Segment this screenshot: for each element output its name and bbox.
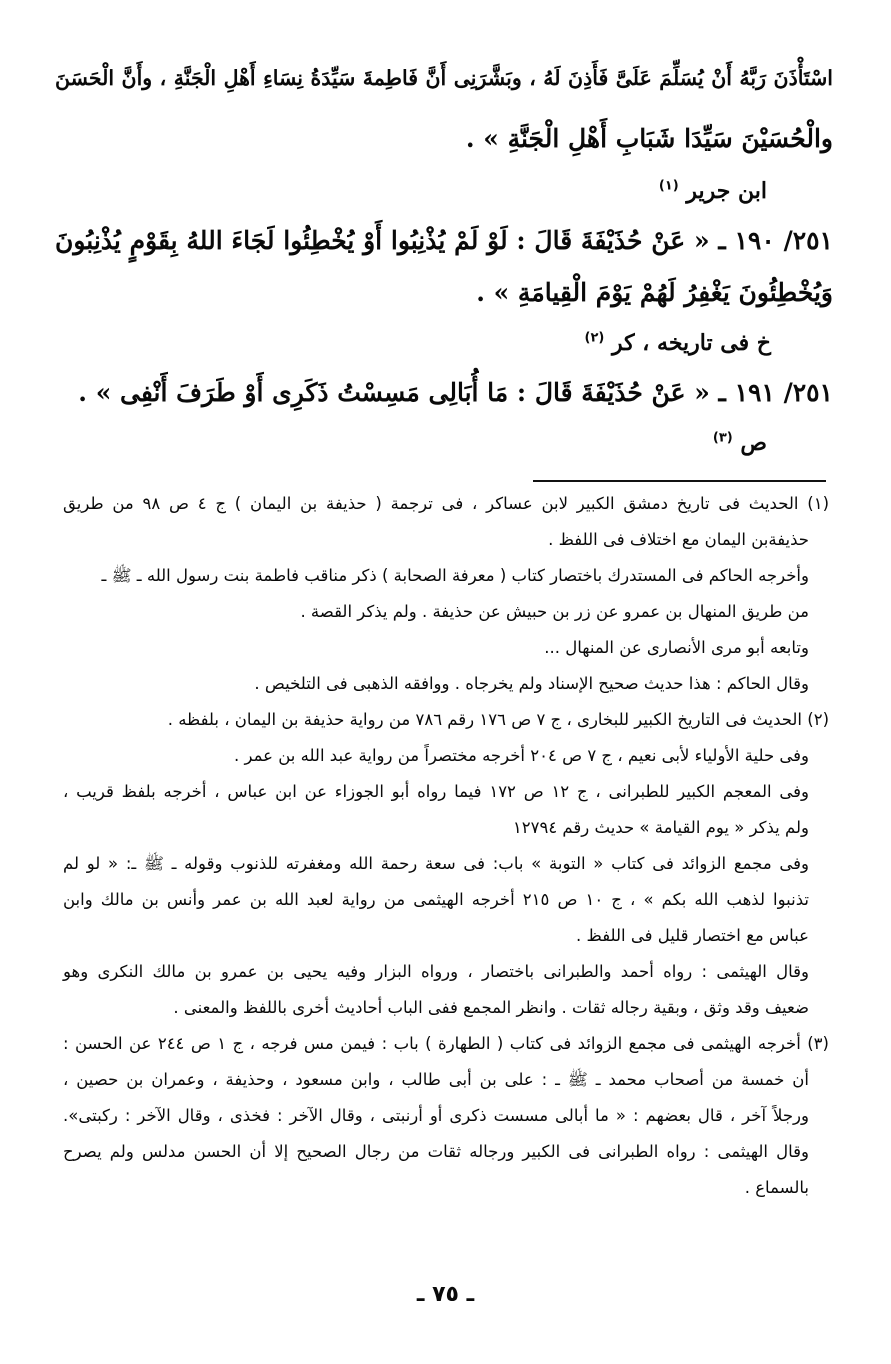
source-citation-2 <box>585 330 772 356</box>
source-name: خ فى تاريخه ، كر <box>612 330 771 356</box>
hadith-190-line-2: وَيُخْطِئُونَ يَغْفِرُ لَهُمْ يَوْمَ الْقِيامَةِ » . <box>476 278 833 307</box>
footnote-2-line: وفى حلية الأولياء لأبى نعيم ، ج ٧ ص ٢٠٤ أخرجه مختصراً من رواية عبد الله بن عمر . <box>234 746 809 765</box>
footnote-1-line: وأخرجه الحاكم فى المستدرك باختصار كتاب ( معرفة الصحابة ) ذكر مناقب فاطمة بنت رسول الله ـ ﷺ ـ <box>101 566 809 585</box>
footnote-2-line: وفى المعجم الكبير للطبرانى ، ج ١٢ ص ١٧٢ فيما رواه أبو الجوزاء عن ابن عباس ، أخرجه بلفظ قريب ، <box>63 782 809 801</box>
source-name: ابن جرير <box>686 178 767 204</box>
source-citation-3 <box>713 430 767 456</box>
footnote-3-line: بالسماع . <box>744 1178 809 1197</box>
footnote-3-line: وقال الهيثمى : رواه الطبرانى فى الكبير ورجاله ثقات من رجال الصحيح إلا أن الحسن مدلس ولم يصرح <box>63 1142 809 1161</box>
page-number: ـ ٧٥ ـ <box>416 1282 475 1307</box>
footnote-1-line: من طريق المنهال بن عمرو عن زر بن حبيش عن حذيفة . ولم يذكر القصة . <box>300 602 809 621</box>
hadith-text-line-2: والْحُسَيْنَ سَيِّدَا شَبَابِ أَهْلِ الْجَنَّةِ » . <box>465 124 833 153</box>
footnote-ref-3: (٣) <box>712 430 733 446</box>
footnote-3-line: أن خمسة من أصحاب محمد ـ ﷺ ـ : على بن أبى طالب ، وابن مسعود ، وحذيفة ، وعمران بن حصين ، <box>63 1070 809 1089</box>
hadith-text-line-1: اسْتَأْذَنَ رَبَّهُ أَنْ يُسَلِّمَ عَلَىَّ فَأَذِنَ لَهُ ، وبَشَّرَنِى أَنَّ فَاطِمةَ سَيِّدَةُ نِسَاءِ أَهْلِ الْجَنَّةِ ، وأَنَّ الْحَسَنَ <box>55 66 833 90</box>
footnote-2-line: تذنبوا لذهب الله بكم » ، ج ١٠ ص ٢١٥ أخرجه الهيثمى من رواية لعبد الله بن عمر وأنس بن مالك وابن <box>63 890 809 909</box>
footnote-1-line: وتابعه أبو مرى الأنصارى عن المنهال ... <box>544 638 809 657</box>
footnote-1-line: حذيفةبن اليمان مع اختلاف فى اللفظ . <box>548 530 809 549</box>
footnote-2-line: ولم يذكر « يوم القيامة » حديث رقم ١٢٧٩٤ <box>512 818 809 837</box>
footnote-2-line: وفى مجمع الزوائد فى كتاب « التوبة » باب: فى سعة رحمة الله ومغفرته للذنوب وقوله ـ ﷺ ـ: « لو لم <box>63 854 809 873</box>
source-name: ص <box>740 430 767 456</box>
footnote-3-line: (٣) أخرجه الهيثمى فى مجمع الزوائد فى كتاب ( الطهارة ) باب : فيمن مس فرجه ، ج ١ ص ٢٤٤ عن الحسن : <box>63 1034 829 1053</box>
footnote-1-line: (١) الحديث فى تاريخ دمشق الكبير لابن عساكر ، فى ترجمة ( حذيفة بن اليمان ) ج ٤ ص ٩٨ من طريق <box>63 494 829 513</box>
footnote-2-line: وقال الهيثمى : رواه أحمد والطبرانى باختصار ، ورواه البزار وفيه يحيى بن عمرو بن مالك النكرى وهو <box>63 962 809 981</box>
footnote-2-line: (٢) الحديث فى التاريخ الكبير للبخارى ، ج ٧ ص ١٧٦ رقم ٧٨٦ من رواية حذيفة بن اليمان ، بلفظه . <box>167 710 829 729</box>
footnote-ref-1: (١) <box>658 178 679 194</box>
hadith-191-line-1: ٢٥١/ ١٩١ ـ « عَنْ حُذَيْفَةَ قَالَ : مَا أُبَالِى مَسِسْتُ ذَكَرِى أَوْ طَرَفَ أَنْفِى » . <box>78 378 833 407</box>
footnote-1-line: وقال الحاكم : هذا حديث صحيح الإسناد ولم يخرجاه . ووافقه الذهبى فى التلخيص . <box>254 674 809 693</box>
footnote-2-line: عباس مع اختصار قليل فى اللفظ . <box>576 926 809 945</box>
footnote-separator <box>533 480 826 482</box>
footnote-3-line: ورجلاً آخر ، قال بعضهم : « ما أبالى مسست ذكرى أو أرنبتى ، وقال الآخر : فخذى ، وقال الآخر : ركبتى». <box>63 1106 809 1125</box>
source-citation-1 <box>659 178 767 204</box>
hadith-190-line-1: ٢٥١/ ١٩٠ ـ « عَنْ حُذَيْفَةَ قَالَ : لَوْ لَمْ يُذْنِبُوا أَوْ يُخْطِئُوا لَجَاءَ اللهُ بِقَوْمٍ يُذْنِبُونَ <box>55 226 833 255</box>
footnote-2-line: ضعيف وقد وثق ، وبقية رجاله ثقات . وانظر المجمع ففى الباب أحاديث أخرى باللفظ والمعنى . <box>173 998 809 1017</box>
footnote-ref-2: (٢) <box>584 330 605 346</box>
